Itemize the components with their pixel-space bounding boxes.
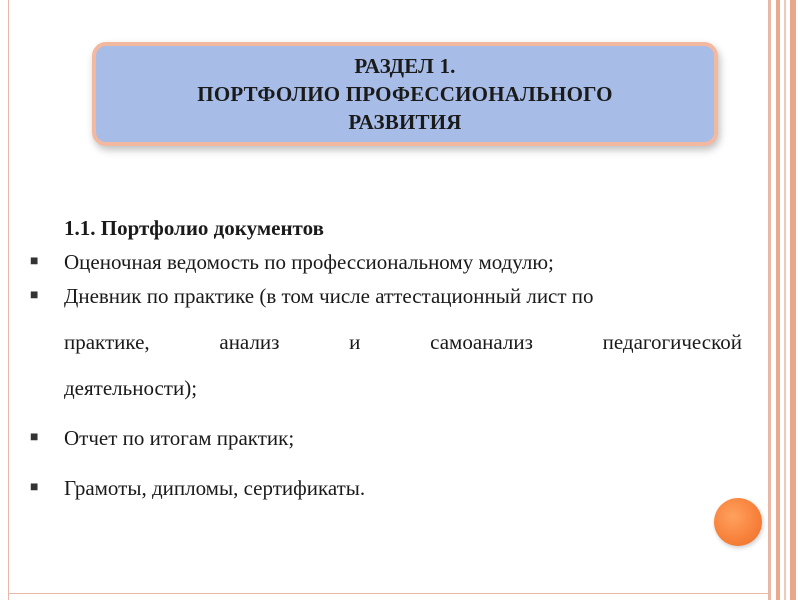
frame-stripe <box>768 0 771 600</box>
list-item-text-line: Дневник по практике (в том числе аттестационный лист по <box>64 284 594 308</box>
list-item <box>30 424 742 452</box>
subheading: 1.1. Портфолио документов <box>64 216 324 240</box>
frame-stripe <box>776 0 780 600</box>
decorative-circle <box>714 498 762 546</box>
list-item <box>30 282 742 402</box>
frame-bottom-line <box>8 593 768 594</box>
list-item <box>30 248 742 276</box>
word: и <box>349 330 361 354</box>
frame-stripe <box>784 0 786 600</box>
word: практике, <box>64 330 150 354</box>
bullet-icon: ■ <box>30 254 39 269</box>
title-line-section: РАЗДЕЛ 1. <box>354 54 456 78</box>
bullet-icon: ■ <box>30 288 39 303</box>
list-item-text: Оценочная ведомость по профессиональному модулю; <box>64 250 554 274</box>
word: самоанализ <box>430 330 533 354</box>
title-box <box>92 42 718 146</box>
list-item-text-line-justified <box>64 328 742 356</box>
title-line-portfolio: ПОРТФОЛИО ПРОФЕССИОНАЛЬНОГО <box>197 82 613 106</box>
frame-left-line <box>8 0 9 600</box>
frame-stripe <box>790 0 796 600</box>
title-line-development: РАЗВИТИЯ <box>348 110 462 134</box>
list-item-text: Грамоты, дипломы, сертификаты. <box>64 476 366 500</box>
list-item <box>30 474 742 502</box>
word: педагогической <box>602 330 742 354</box>
list-item-text: Отчет по итогам практик; <box>64 426 295 450</box>
bullet-icon: ■ <box>30 430 39 445</box>
word: анализ <box>219 330 280 354</box>
list-item-text-line: деятельности); <box>64 376 198 400</box>
bullet-icon: ■ <box>30 480 39 495</box>
